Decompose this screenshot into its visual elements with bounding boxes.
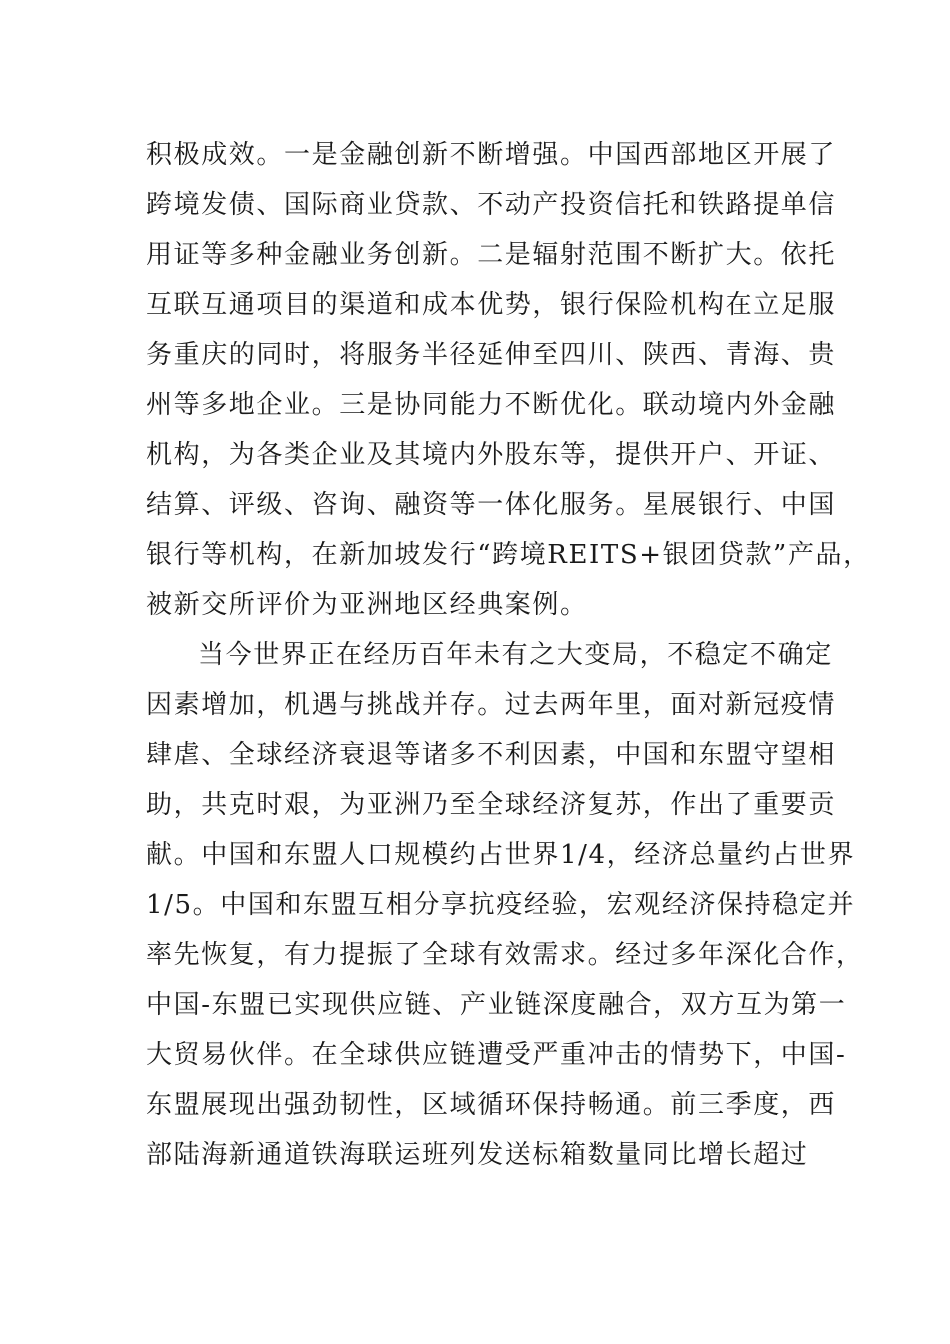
- text-line: 务重庆的同时，将服务半径延伸至四川、陕西、青海、贵: [146, 340, 837, 370]
- text-line: 1/5。中国和东盟互相分享抗疫经验，宏观经济保持稳定并: [146, 890, 856, 920]
- text-line: 东盟展现出强劲韧性，区域循环保持畅通。前三季度，西: [146, 1090, 837, 1120]
- text-line: 州等多地企业。三是协同能力不断优化。联动境内外金融: [146, 390, 837, 420]
- text-line: 被新交所评价为亚洲地区经典案例。: [146, 590, 588, 620]
- text-line: 率先恢复，有力提振了全球有效需求。经过多年深化合作，: [146, 940, 864, 970]
- text-line: 跨境发债、国际商业贷款、不动产投资信托和铁路提单信: [146, 190, 837, 220]
- text-line: 献。中国和东盟人口规模约占世界1/4，经济总量约占世界: [146, 840, 856, 870]
- text-line: 因素增加，机遇与挑战并存。过去两年里，面对新冠疫情: [146, 690, 837, 720]
- text-line: 肆虐、全球经济衰退等诸多不利因素，中国和东盟守望相: [146, 740, 837, 770]
- text-line: 部陆海新通道铁海联运班列发送标箱数量同比增长超过: [146, 1140, 809, 1170]
- text-line: 结算、评级、咨询、融资等一体化服务。星展银行、中国: [146, 490, 837, 520]
- text-line: 大贸易伙伴。在全球供应链遭受严重冲击的情势下，中国-: [146, 1040, 847, 1070]
- paragraph-first-line: 当今世界正在经历百年未有之大变局，不稳定不确定: [198, 640, 833, 670]
- text-line: 互联互通项目的渠道和成本优势，银行保险机构在立足服: [146, 290, 837, 320]
- text-line: 积极成效。一是金融创新不断增强。中国西部地区开展了: [146, 140, 837, 170]
- text-line: 助，共克时艰，为亚洲乃至全球经济复苏，作出了重要贡: [146, 790, 837, 820]
- body-text: [146, 130, 871, 1180]
- text-line: 用证等多种金融业务创新。二是辐射范围不断扩大。依托: [146, 240, 837, 270]
- text-line: 机构，为各类企业及其境内外股东等，提供开户、开证、: [146, 440, 837, 470]
- text-line: 中国-东盟已实现供应链、产业链深度融合，双方互为第一: [146, 990, 847, 1020]
- text-line: 银行等机构，在新加坡发行“跨境REITS+银团贷款”产品，: [146, 540, 871, 570]
